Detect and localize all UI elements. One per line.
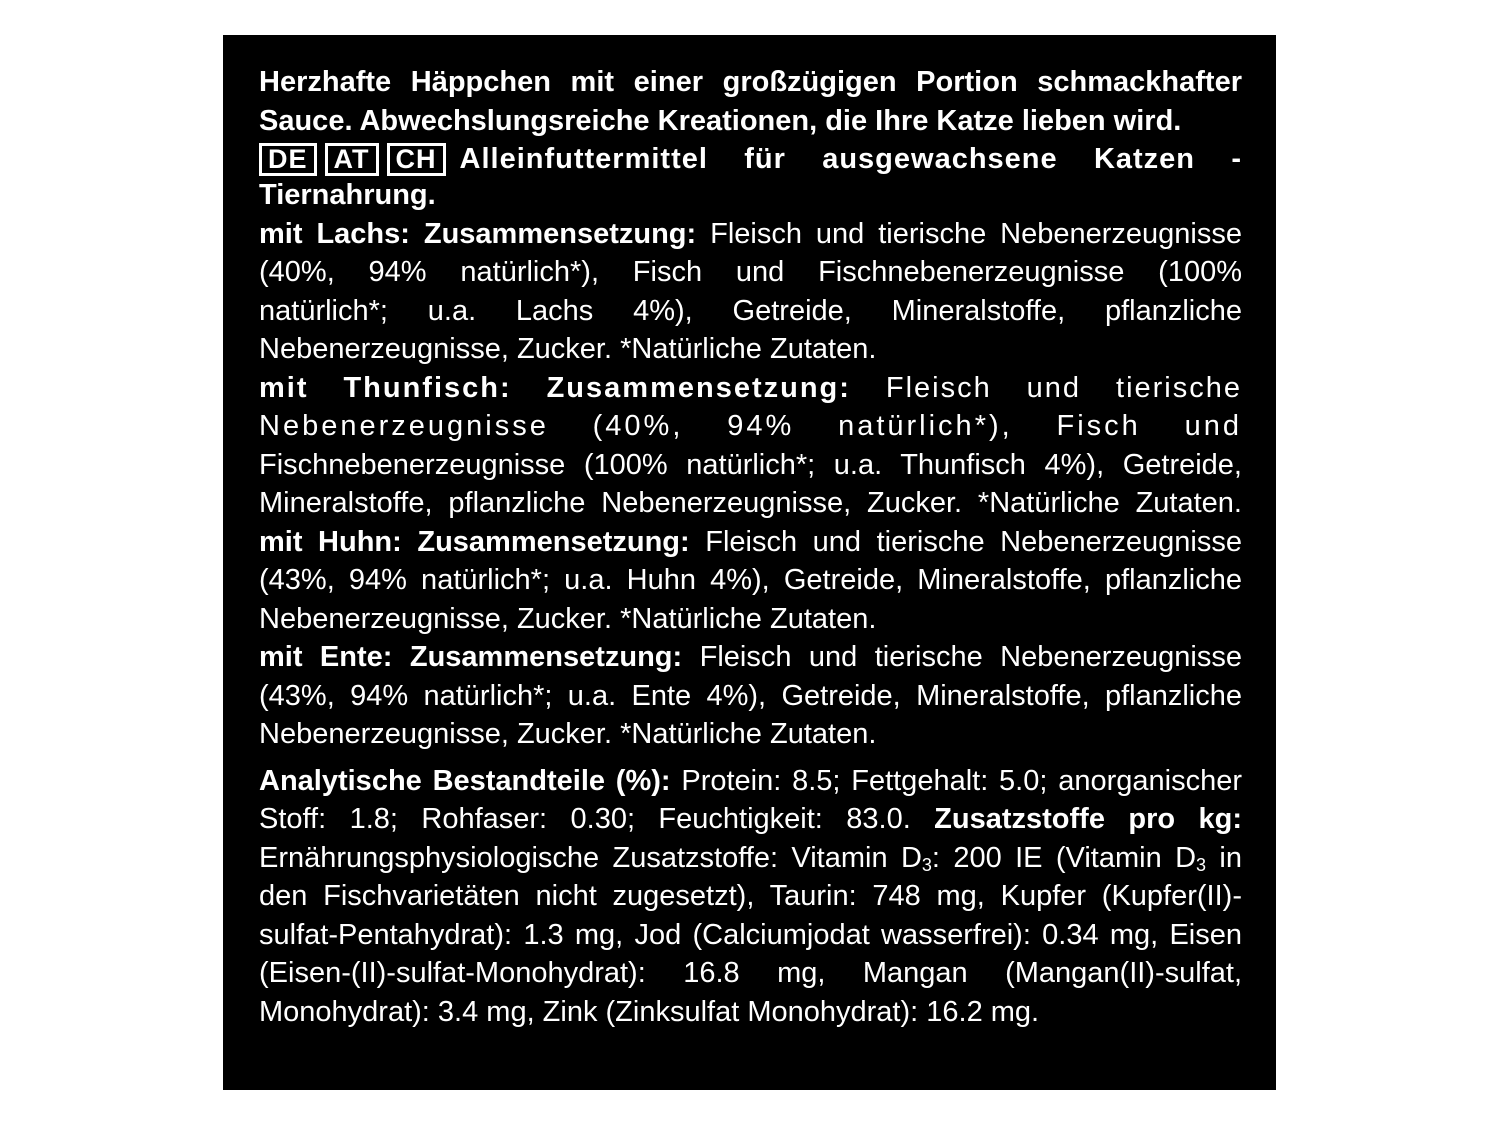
intro-text bbox=[259, 63, 1242, 140]
variant-huhn bbox=[259, 523, 1242, 639]
feed-type-line-2: Tiernahrung. bbox=[259, 179, 436, 211]
analytical-constituents bbox=[259, 762, 1242, 1032]
ingredients-label-panel bbox=[223, 35, 1276, 1090]
analytics-line-3b: : 200 IE (Vitamin D bbox=[931, 841, 1197, 874]
variant-huhn-line-2: (43%, 94% natürlich*; u.a. Huhn 4%), Getreide, Mineralstoffe, pflanzliche bbox=[259, 564, 1242, 596]
variant-ente-line-2: (43%, 94% natürlich*; u.a. Ente 4%), Getreide, Mineralstoffe, pflanzliche bbox=[259, 679, 1242, 712]
vitamin-d-subscript-2: 3 bbox=[1196, 854, 1207, 875]
variant-ente-line-1: Fleisch und tierische Nebenerzeugnisse bbox=[682, 641, 1242, 673]
analytics-line-1: Protein: 8.5; Fettgehalt: 5.0; anorganischer bbox=[670, 764, 1242, 797]
variant-lachs bbox=[259, 215, 1242, 369]
variant-huhn-heading: mit Huhn: Zusammensetzung: bbox=[259, 525, 690, 558]
variant-lachs-line-4: Nebenerzeugnisse, Zucker. *Natürliche Zutaten. bbox=[259, 333, 877, 365]
analytics-line-2: Stoff: 1.8; Rohfaser: 0.30; Feuchtigkeit: 83.0. bbox=[259, 803, 935, 835]
country-codes-row bbox=[259, 143, 1242, 176]
variant-thunfisch bbox=[259, 369, 1242, 523]
variant-thunfisch-line-3: Fischnebenerzeugnisse (100% natürlich*; u.a. Thunfisch 4%), Getreide, bbox=[259, 448, 1242, 481]
intro-line-2: Sauce. Abwechslungsreiche Kreationen, die Ihre Katze lieben wird. bbox=[259, 104, 1182, 137]
analytics-line-7: Monohydrat): 3.4 mg, Zink (Zinksulfat Monohydrat): 16.2 mg. bbox=[259, 995, 1040, 1028]
variant-lachs-line-1: Fleisch und tierische Nebenerzeugnisse bbox=[696, 217, 1242, 250]
country-code-at: AT bbox=[325, 143, 379, 176]
variant-lachs-heading: mit Lachs: Zusammensetzung: bbox=[259, 217, 697, 250]
feed-type-line-1: Alleinfuttermittel für ausgewachsene Katzen - bbox=[459, 143, 1242, 175]
variant-ente-line-3: Nebenerzeugnisse, Zucker. *Natürliche Zutaten. bbox=[259, 718, 877, 750]
additives-heading: Zusatzstoffe pro kg: bbox=[934, 803, 1242, 835]
variant-thunfisch-line-4: Mineralstoffe, pflanzliche Nebenerzeugnisse, Zucker. *Natürliche Zutaten. bbox=[259, 487, 1242, 519]
country-code-ch: CH bbox=[387, 143, 446, 176]
variant-thunfisch-line-2: Nebenerzeugnisse (40%, 94% natürlich*), Fisch und bbox=[259, 410, 1242, 442]
variant-thunfisch-heading: mit Thunfisch: Zusammensetzung: bbox=[259, 371, 851, 404]
vitamin-d-subscript-1: 3 bbox=[921, 854, 932, 875]
analytics-line-3c: in bbox=[1206, 841, 1242, 874]
variant-huhn-line-3: Nebenerzeugnisse, Zucker. *Natürliche Zutaten. bbox=[259, 602, 877, 635]
variant-ente bbox=[259, 638, 1242, 754]
variant-lachs-line-3: natürlich*; u.a. Lachs 4%), Getreide, Mineralstoffe, pflanzliche bbox=[259, 294, 1242, 327]
analytics-line-3a: Ernährungsphysiologische Zusatzstoffe: Vitamin D bbox=[259, 841, 922, 874]
country-code-de: DE bbox=[259, 143, 317, 176]
variant-huhn-line-1: Fleisch und tierische Nebenerzeugnisse bbox=[689, 525, 1242, 558]
variant-lachs-line-2: (40%, 94% natürlich*), Fisch und Fischnebenerzeugnisse (100% bbox=[259, 256, 1242, 288]
variant-ente-heading: mit Ente: Zusammensetzung: bbox=[259, 641, 683, 673]
intro-line-1: Herzhafte Häppchen mit einer großzügigen Portion schmackhafter bbox=[259, 66, 1242, 98]
analytics-line-6: (Eisen-(II)-sulfat-Monohydrat): 16.8 mg, Mangan (Mangan(II)-sulfat, bbox=[259, 957, 1242, 989]
analytics-heading: Analytische Bestandteile (%): bbox=[259, 764, 671, 797]
analytics-line-5: sulfat-Pentahydrat): 1.3 mg, Jod (Calciumjodat wasserfrei): 0.34 mg, Eisen bbox=[259, 918, 1242, 951]
analytics-line-4: den Fischvarietäten nicht zugesetzt), Taurin: 748 mg, Kupfer (Kupfer(II)- bbox=[259, 880, 1242, 912]
variant-thunfisch-line-1: Fleisch und tierische bbox=[850, 371, 1242, 404]
